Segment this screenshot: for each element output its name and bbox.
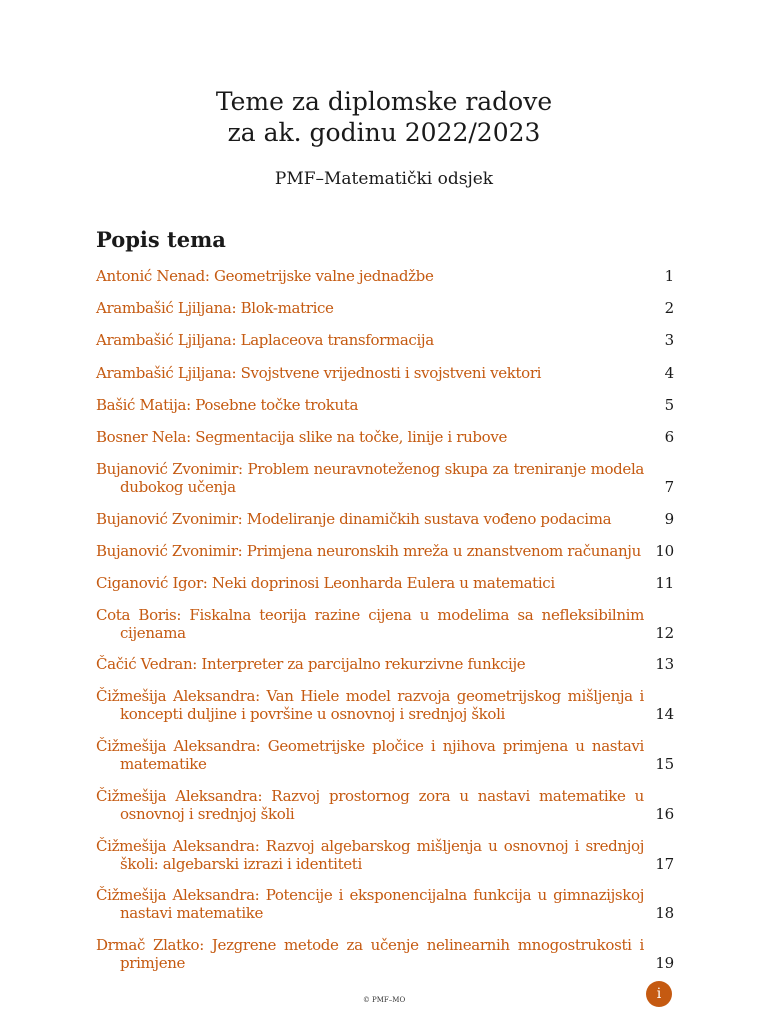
toc-entry[interactable] (96, 574, 674, 592)
toc-entry-title-link[interactable]: Čižmešija Aleksandra: Geometrijske pločice i njihova primjena u nastavi matematike (96, 737, 644, 773)
toc-entry[interactable] (96, 299, 674, 317)
toc-entry[interactable] (96, 510, 674, 528)
document-title (0, 86, 768, 148)
toc-entry-title-link[interactable]: Arambašić Ljiljana: Laplaceova transformacija (96, 331, 434, 349)
toc-entry-page-number: 13 (655, 655, 674, 673)
toc-entry-title-link[interactable]: Bujanović Zvonimir: Primjena neuronskih mreža u znanstvenom računanju (96, 542, 641, 560)
toc-entry-title-link[interactable]: Čižmešija Aleksandra: Van Hiele model razvoja geometrijskog mišljenja i koncepti duljine i površine u osnovnoj i srednjoj školi (96, 687, 644, 723)
toc-entry-title-link[interactable]: Ciganović Igor: Neki doprinosi Leonharda Eulera u matematici (96, 574, 555, 592)
toc-entry-page-number: 14 (655, 705, 674, 723)
title-line-2: za ak. godinu 2022/2023 (227, 118, 541, 147)
toc-entry[interactable] (96, 837, 674, 873)
toc-entry-page-number: 1 (664, 267, 674, 285)
toc-entry[interactable] (96, 460, 674, 496)
toc-entry-title-link[interactable]: Bašić Matija: Posebne točke trokuta (96, 396, 359, 414)
toc-entry[interactable] (96, 886, 674, 922)
toc-entry-page-number: 19 (655, 954, 674, 972)
section-heading: Popis tema (96, 227, 226, 252)
toc-entry[interactable] (96, 655, 674, 673)
toc-entry-title-link[interactable]: Čižmešija Aleksandra: Razvoj algebarskog mišljenja u osnovnoj i srednjoj školi: algebarski izrazi i identiteti (96, 837, 644, 873)
toc-entry-page-number: 7 (664, 478, 674, 496)
toc-entry-page-number: 5 (664, 396, 674, 414)
toc-entry-title-link[interactable]: Čačić Vedran: Interpreter za parcijalno rekurzivne funkcije (96, 655, 526, 673)
toc-entry-title-link[interactable]: Cota Boris: Fiskalna teorija razine cijena u modelima sa nefleksibilnim cijenama (96, 606, 644, 642)
toc-entry-title-link[interactable]: Čižmešija Aleksandra: Potencije i eksponencijalna funkcija u gimnazijskoj nastavi matematike (96, 886, 644, 922)
toc-entry[interactable] (96, 687, 674, 723)
toc-entry-title-link[interactable]: Antonić Nenad: Geometrijske valne jednadžbe (96, 267, 434, 285)
toc-entry-title-link[interactable]: Arambašić Ljiljana: Blok-matrice (96, 299, 334, 317)
toc-entry-title-link[interactable]: Drmač Zlatko: Jezgrene metode za učenje nelinearnih mnogostrukosti i primjene (96, 936, 644, 972)
toc-entry[interactable] (96, 428, 674, 446)
toc-entry-page-number: 18 (655, 904, 674, 922)
title-line-1: Teme za diplomske radove (215, 87, 553, 116)
toc-entry-title-link[interactable]: Bujanović Zvonimir: Modeliranje dinamičkih sustava vođeno podacima (96, 510, 612, 528)
toc-entry[interactable] (96, 542, 674, 560)
toc-entry-page-number: 16 (655, 805, 674, 823)
toc-entry-page-number: 17 (655, 855, 674, 873)
toc-entry[interactable] (96, 606, 674, 642)
toc-entry-page-number: 3 (664, 331, 674, 349)
toc-entry[interactable] (96, 936, 674, 972)
document-subtitle: PMF–Matematički odsjek (274, 169, 494, 189)
toc-entry-title-link[interactable]: Bujanović Zvonimir: Problem neuravnoteženog skupa za treniranje modela dubokog učenja (96, 460, 644, 496)
toc-entry[interactable] (96, 396, 674, 414)
toc-entry[interactable] (96, 787, 674, 823)
toc-entry-page-number: 11 (655, 574, 674, 592)
toc-entry[interactable] (96, 364, 674, 382)
toc-entry-title-link[interactable]: Čižmešija Aleksandra: Razvoj prostornog zora u nastavi matematike u osnovnoj i srednjoj školi (96, 787, 644, 823)
page-number-badge: i (646, 981, 672, 1007)
toc-entry[interactable] (96, 737, 674, 773)
toc-entry-page-number: 4 (664, 364, 674, 382)
toc-entry-page-number: 9 (664, 510, 674, 528)
toc-entry-page-number: 2 (664, 299, 674, 317)
toc-entry-page-number: 15 (655, 755, 674, 773)
toc-entry-page-number: 12 (655, 624, 674, 642)
toc-entry-title-link[interactable]: Bosner Nela: Segmentacija slike na točke, linije i rubove (96, 428, 507, 446)
toc-entry[interactable] (96, 331, 674, 349)
toc-entry-page-number: 10 (655, 542, 674, 560)
toc-entry-title-link[interactable]: Arambašić Ljiljana: Svojstvene vrijednosti i svojstveni vektori (96, 364, 542, 382)
toc-entry-page-number: 6 (664, 428, 674, 446)
footer-copyright: © PMF–MO (362, 996, 406, 1004)
toc-entry[interactable] (96, 267, 674, 285)
